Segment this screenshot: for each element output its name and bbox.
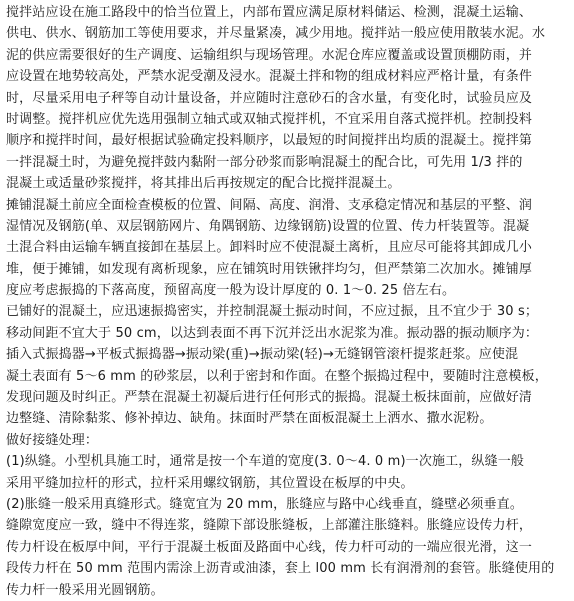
text-line: 段传力杆在 50 mm 范围内需涂上沥青或油漆，套上 l00 mm 长有润滑剂的套管。胀缝使用的 bbox=[6, 561, 555, 577]
text-line: 应设置在地势较高处，严禁水泥受潮及浸水。混凝土拌和物的组成材料应严格计量，有条件 bbox=[6, 69, 533, 85]
text-line: 搅拌站应设在施工路段中的恰当位置上，内部布置应满足原材料储运、检测，混凝土运输、 bbox=[6, 5, 533, 20]
text-line: 凝土表面有 5～6 mm 的砂浆层，以利于密封和作面。在整个振捣过程中，要随时注意模板， bbox=[6, 368, 548, 384]
text-line: 摊铺混凝土前应全面检查模板的位置、间隔、高度、润滑、支承稳定情况和基层的平整、润 bbox=[6, 197, 533, 213]
text-line: 插入式振捣器→平板式振捣器→振动梁(重)→振动梁(轻)→无缝钢管滚杆提浆赶浆。应使混 bbox=[6, 347, 519, 363]
text-line: 泥的供应需要很好的生产调度、运输组织与现场管理。水泥仓库应覆盖或设置顶棚防雨，并 bbox=[6, 47, 533, 63]
text-line: 混凝土或适量砂浆搅拌，将其排出后再按规定的配合比搅拌混凝土。 bbox=[6, 176, 401, 192]
text-line: 缝隙宽度应一致，缝中不得连浆，缝隙下部设胀缝板，上部灌注胀缝料。胀缝应设传力杆， bbox=[6, 518, 533, 534]
text-line: 采用平缝加拉杆的形式，拉杆采用螺纹钢筋，其位置设在板厚的中央。 bbox=[6, 475, 414, 491]
text-line: 传力杆一般采用光圆钢筋。 bbox=[6, 582, 164, 598]
text-line: 移动间距不宜大于 50 cm，以达到表面不再下沉并泛出水泥浆为准。振动器的振动顺序为： bbox=[6, 325, 539, 341]
text-line: 做好接缝处理： bbox=[6, 432, 99, 448]
text-line: 已铺好的混凝土，应迅速振捣密实，并控制混凝土振动时间，不应过振，且不宜少于 30 s； bbox=[6, 304, 539, 320]
text-line: 度应考虑振捣的下落高度，预留高度一般为设计厚度的 0. 1～0. 25 倍左右。 bbox=[6, 283, 456, 299]
text-line: 供电、供水、钢筋加工等使用要求，并尽量紧凑，减少用地。搅拌站一般应使用散装水泥。水 bbox=[6, 26, 546, 42]
text-line: 时调整。搅拌机应优先选用强制立轴式或双轴式搅拌机，不宜采用自落式搅拌机。控制投料 bbox=[6, 111, 533, 127]
text-line: 湿情况及钢筋(单、双层钢筋网片、角隅钢筋、边缘钢筋)设置的位置、传力杆装置等。混凝 bbox=[6, 218, 530, 234]
text-line: 顺序和搅拌时间，最好根据试验确定投料顺序，以最短的时间搅拌出均质的混凝土。搅拌第 bbox=[6, 133, 533, 149]
text-line: 边整缝、清除黏浆、修补掉边、缺角。抹面时严禁在面板混凝土上洒水、撒水泥粉。 bbox=[6, 411, 493, 427]
text-line: 时，尽量采用电子秤等自动计量设备，并应随时注意砂石的含水量，有变化时，试验员应及 bbox=[6, 90, 533, 106]
text-line: 传力杆设在板厚中间，平行于混凝土板面及路面中心线，传力杆可动的一端应很光滑，这一 bbox=[6, 539, 533, 555]
text-line: 堆，便于摊铺，如发现有离析现象，应在铺筑时用铁锹拌均匀，但严禁第二次加水。摊铺厚 bbox=[6, 261, 533, 277]
text-line: (2)胀缝一般采用真缝形式。缝宽宜为 20 mm，胀缝应与路中心线垂直，缝壁必须垂直。 bbox=[6, 496, 523, 512]
text-line: 一拌混凝土时，为避免搅拌鼓内黏附一部分砂浆而影响混凝土的配合比，可先用 1/3 拌的 bbox=[6, 154, 523, 170]
text-line: (1)纵缝。小型机具施工时，通常是按一个车道的宽度(3. 0～4. 0 m)一次施工，纵缝一般 bbox=[6, 454, 525, 470]
text-line: 土混合料由运输车辆直接卸在基层上。卸料时应不使混凝土离析，且应尽可能将其卸成几小 bbox=[6, 240, 533, 256]
text-line: 发现问题及时纠正。严禁在混凝土初凝后进行任何形式的振捣。混凝土板抹面前，应做好清 bbox=[6, 390, 533, 406]
